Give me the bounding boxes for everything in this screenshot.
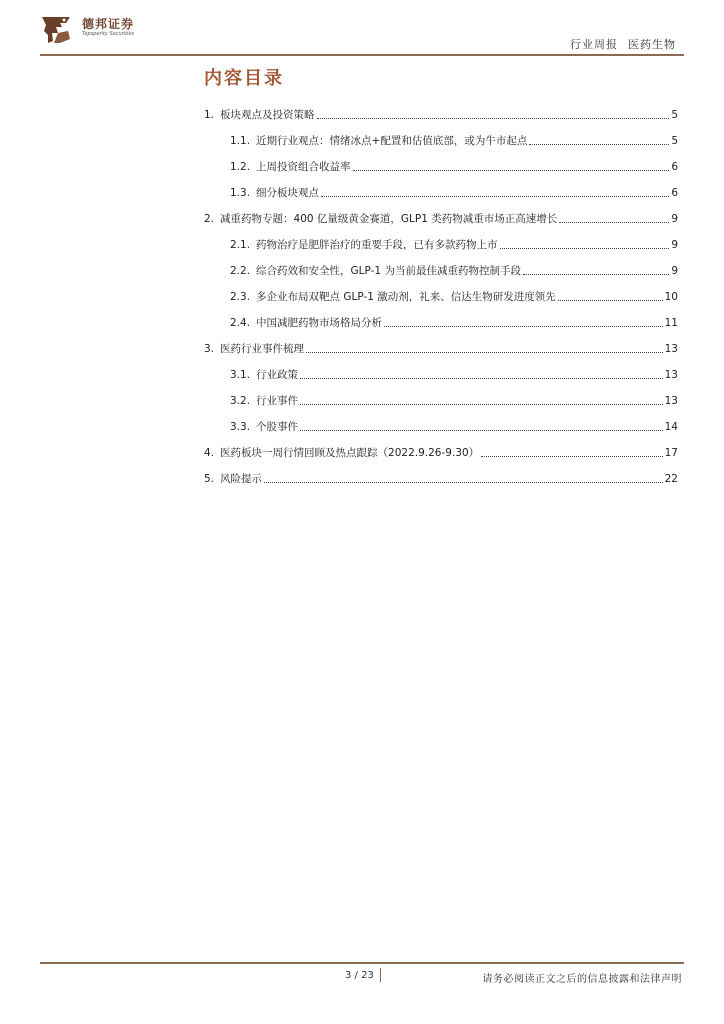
dragon-logo-icon [40, 13, 74, 47]
toc-entry-page: 9 [671, 239, 678, 251]
toc-entry-page: 13 [664, 395, 678, 407]
toc-entry-page: 13 [664, 343, 678, 355]
toc-entry[interactable] [204, 102, 678, 122]
toc-entry-number: 1.3. [230, 187, 251, 199]
report-type-label: 行业周报 [570, 38, 618, 51]
toc-entry-page: 22 [664, 473, 678, 485]
toc-leader-dots [300, 430, 663, 431]
toc-entry[interactable] [230, 414, 678, 434]
toc-entry[interactable] [230, 128, 678, 148]
toc-entry-page: 9 [671, 265, 678, 277]
brand-name-en: Topsperity Securities [82, 31, 135, 37]
toc-entry-page: 6 [671, 161, 678, 173]
toc-entry[interactable] [204, 336, 678, 356]
toc-entry-number: 4. [204, 447, 215, 459]
toc-entry-page: 5 [671, 135, 678, 147]
toc-entry-page: 17 [664, 447, 678, 459]
toc-entry-number: 2.2. [230, 265, 251, 277]
toc-entry[interactable] [230, 258, 678, 278]
toc-entry-label: 近期行业观点：情绪冰点+配置和估值底部，或为牛市起点 [256, 135, 528, 147]
toc-leader-dots [384, 326, 663, 327]
page-number: 3 / 23 [345, 970, 374, 981]
toc-leader-dots [500, 248, 670, 249]
toc-leader-dots [559, 222, 669, 223]
toc-leader-dots [264, 482, 663, 483]
toc-entry[interactable] [230, 362, 678, 382]
footer-divider [40, 962, 684, 964]
toc-entry-page: 11 [664, 317, 678, 329]
toc-entry-page: 13 [664, 369, 678, 381]
toc-entry-label: 医药板块一周行情回顾及热点跟踪（2022.9.26-9.30） [220, 447, 480, 459]
toc-entry-page: 9 [671, 213, 678, 225]
toc-entry-label: 多企业布局双靶点 GLP-1 激动剂，礼来、信达生物研发进度领先 [256, 291, 556, 303]
toc-entry-number: 2.4. [230, 317, 251, 329]
toc-leader-dots [321, 196, 669, 197]
toc-leader-dots [523, 274, 669, 275]
toc-entry-number: 2.3. [230, 291, 251, 303]
header-divider [40, 54, 684, 56]
sector-label: 医药生物 [628, 38, 676, 51]
toc-entry[interactable] [230, 232, 678, 252]
toc-entry-number: 1.2. [230, 161, 251, 173]
toc-entry[interactable] [204, 466, 678, 486]
toc-entry-number: 2.1. [230, 239, 251, 251]
toc-entry-label: 细分板块观点 [256, 187, 320, 199]
brand-name-cn: 德邦证券 [82, 17, 135, 31]
toc-entry-number: 3.1. [230, 369, 251, 381]
toc-entry-number: 5. [204, 473, 215, 485]
toc-entry[interactable] [230, 284, 678, 304]
toc-entry-label: 减重药物专题：400 亿量级黄金赛道，GLP1 类药物减重市场正高速增长 [220, 213, 558, 225]
toc-entry-label: 上周投资组合收益率 [256, 161, 351, 173]
toc-entry-page: 14 [664, 421, 678, 433]
toc-leader-dots [529, 144, 669, 145]
toc-entry[interactable] [230, 154, 678, 174]
toc-entry-page: 10 [664, 291, 678, 303]
toc-entry-number: 1.1. [230, 135, 251, 147]
toc-entry-label: 行业政策 [256, 369, 299, 381]
toc-leader-dots [300, 378, 663, 379]
toc-leader-dots [353, 170, 670, 171]
toc-entry-label: 行业事件 [256, 395, 299, 407]
toc-entry-label: 医药行业事件梳理 [220, 343, 305, 355]
toc-entry-label: 药物治疗是肥胖治疗的重要手段，已有多款药物上市 [256, 239, 498, 251]
footer-separator [380, 968, 381, 982]
toc-entry[interactable] [230, 310, 678, 330]
page-header [0, 0, 724, 60]
toc-entry-label: 个股事件 [256, 421, 299, 433]
toc-leader-dots [481, 456, 662, 457]
toc-entry-number: 2. [204, 213, 215, 225]
toc-entry-label: 综合药效和安全性，GLP-1 为当前最佳减重药物控制手段 [256, 265, 521, 277]
toc-entry[interactable] [230, 180, 678, 200]
toc-title: 内容目录 [204, 68, 284, 89]
toc-entry-page: 6 [671, 187, 678, 199]
toc-leader-dots [306, 352, 663, 353]
legal-disclaimer: 请务必阅读正文之后的信息披露和法律声明 [482, 974, 682, 985]
toc-entry[interactable] [204, 440, 678, 460]
toc-entry-label: 中国减肥药物市场格局分析 [256, 317, 383, 329]
toc-entry[interactable] [204, 206, 678, 226]
toc-entry-label: 风险提示 [220, 473, 263, 485]
report-category [570, 36, 676, 52]
toc-leader-dots [558, 300, 663, 301]
toc-leader-dots [317, 118, 670, 119]
toc-entry-number: 3. [204, 343, 215, 355]
toc-entry-number: 3.2. [230, 395, 251, 407]
toc-entry-number: 1. [204, 109, 215, 121]
toc-entry-page: 5 [671, 109, 678, 121]
toc-leader-dots [300, 404, 663, 405]
toc-entry-label: 板块观点及投资策略 [220, 109, 315, 121]
toc-entry[interactable] [230, 388, 678, 408]
toc-entry-number: 3.3. [230, 421, 251, 433]
